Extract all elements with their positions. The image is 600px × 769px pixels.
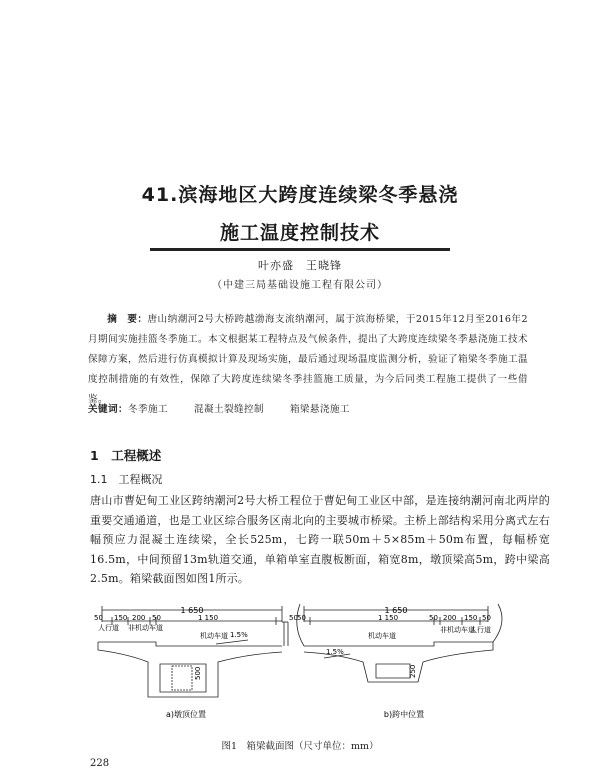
right-height: 250 [409, 664, 417, 678]
keyword-item: 箱梁悬浇施工 [289, 404, 350, 415]
left-dim: 50 [94, 614, 103, 622]
affiliation: （中建三局基础设施工程有限公司） [212, 280, 388, 291]
left-slope: 1.5% [230, 631, 248, 639]
left-label: 人行道 [98, 624, 119, 632]
right-slope: 1.5% [326, 648, 344, 656]
paper-title-line1: 41.滨海地区大跨度连续梁冬季悬浇 [141, 184, 459, 206]
abstract-label: 摘 要： [107, 314, 148, 325]
right-dim: 1 150 [378, 614, 399, 622]
body-paragraph: 唐山市曹妃甸工业区跨纳潮河2号大桥工程位于曹妃甸工业区中部，是连接纳潮河南北两岸的重要交通通道，也是工业区综合服务区南北向的主要城市桥梁。主桥上部结构采用分离式左右幅预应力混凝土连续梁，全长525m，七跨一联50m＋5×85m＋50m布置，每幅桥宽16.5m，中间预留13m轨道交通，单箱单室直腹板断面，箱宽8m，墩顶梁高5m，跨中梁高2.5m。箱梁截面图如图1所示。 [90, 494, 550, 585]
right-caption: b)跨中位置 [383, 710, 425, 719]
page-number: 228 [90, 758, 110, 769]
keyword-item: 冬季施工 [127, 404, 168, 415]
figure-caption: 图1 箱梁截面图（尺寸单位：mm） [221, 741, 379, 752]
authors: 叶亦盛 王晓锋 [258, 259, 342, 272]
left-overall-dim: 1 650 [180, 606, 204, 615]
right-dim: 50 [429, 614, 438, 622]
right-label: 人行道 [470, 626, 491, 634]
left-dim: 50 [152, 614, 161, 622]
right-dim: 150 [464, 614, 478, 622]
left-dim: 50 [289, 614, 298, 622]
abstract-text: 唐山纳潮河2号大桥跨越渤海支流纳潮河，属于滨海桥梁，于2015年12月至2016年2月期间实施挂篮冬季施工。本文根据某工程特点及气候条件，提出了大跨度连续梁冬季悬浇施工技术保障方案，然后进行仿真模拟计算及现场实施，最后通过现场温度监测分析，验证了箱梁冬季施工温度控制措施的有效性，保障了大跨度连续梁冬季挂篮施工质量，为今后同类工程施工提供了一些借鉴。 [88, 314, 528, 405]
section-heading: 1 工程概述 [90, 448, 162, 463]
left-label: 非机动车道 [128, 624, 163, 632]
paper-title-line2: 施工温度控制技术 [219, 222, 380, 244]
right-label: 机动车道 [368, 632, 396, 640]
abstract [88, 310, 528, 410]
left-caption: a)墩顶位置 [165, 710, 207, 719]
left-height: 500 [194, 666, 202, 680]
keyword-item: 混凝土裂缝控制 [193, 404, 264, 415]
subsection-heading: 1.1 工程概况 [90, 473, 163, 486]
right-dim: 50 [482, 614, 491, 622]
left-label: 机动车道 [200, 632, 228, 640]
left-dim: 200 [132, 614, 146, 622]
title-rule [150, 248, 450, 251]
right-overall-dim: 1 650 [384, 606, 408, 615]
left-dim: 150 [114, 614, 128, 622]
keywords [88, 401, 528, 415]
keywords-label: 关键词： [88, 404, 128, 415]
right-dim: 50 [297, 614, 306, 622]
right-dim: 200 [443, 614, 457, 622]
right-label: 非机动车道 [440, 626, 475, 634]
box-girder-figure [88, 602, 518, 732]
left-dim: 1 150 [198, 614, 219, 622]
